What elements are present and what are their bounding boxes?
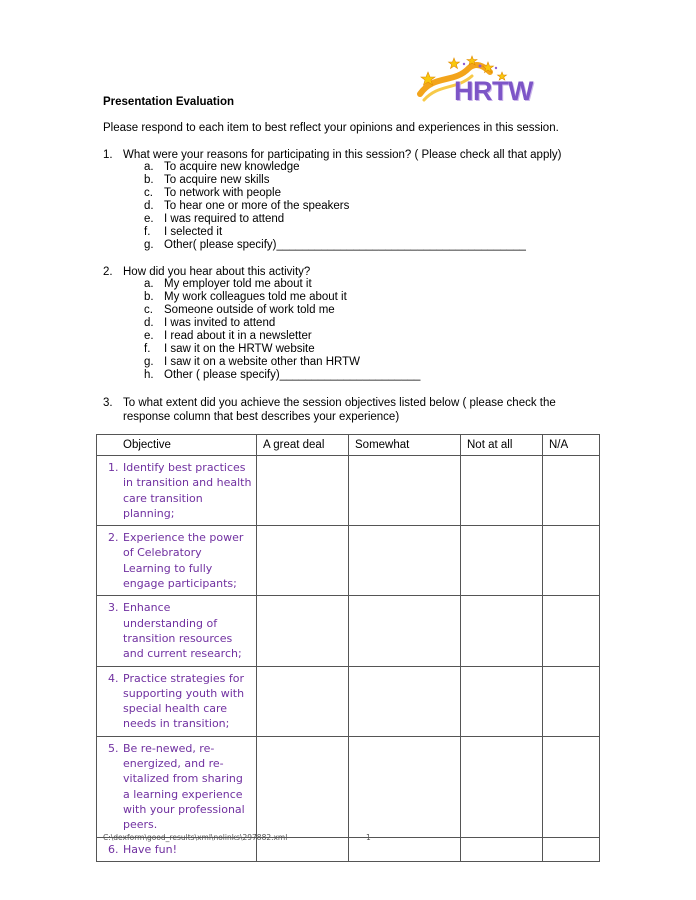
option-text: I saw it on a website other than HRTW [164, 356, 361, 368]
header-objective: Objective [97, 435, 257, 456]
header-somewhat: Somewhat [349, 435, 461, 456]
page-title: Presentation Evaluation [103, 96, 235, 108]
response-cell-na[interactable] [543, 666, 600, 736]
response-cell-somewhat[interactable] [349, 456, 461, 526]
option-text: To acquire new knowledge [164, 161, 300, 173]
logo-text: HRTW [454, 76, 533, 106]
option-letter: c. [144, 304, 153, 316]
header-not-at-all: Not at all [461, 435, 543, 456]
response-cell-a-great-deal[interactable] [257, 526, 349, 596]
option-letter: f. [144, 343, 151, 355]
page-number: 1 [366, 833, 371, 842]
question-text: How did you hear about this activity? [123, 266, 311, 278]
objective-number: 5. [108, 741, 119, 755]
option-text: Other ( please specify)______________________ [164, 369, 421, 381]
response-cell-somewhat[interactable] [349, 736, 461, 837]
header-na: N/A [543, 435, 600, 456]
option-letter: g. [144, 356, 154, 368]
table-row [97, 526, 600, 596]
response-cell-somewhat[interactable] [349, 666, 461, 736]
option-letter: c. [144, 187, 153, 199]
option-text: I read about it in a newsletter [164, 330, 312, 342]
intro-text: Please respond to each item to best reflect your opinions and experiences in this session. [103, 122, 559, 134]
option-letter: g. [144, 239, 154, 251]
response-cell-na[interactable] [543, 596, 600, 666]
response-cell-na[interactable] [543, 526, 600, 596]
objective-text: Enhance understanding of transition resources and current research; [123, 601, 242, 661]
option-text: I saw it on the HRTW website [164, 343, 315, 355]
question-number: 2. [103, 266, 113, 278]
table-row [97, 596, 600, 666]
objective-number: 3. [108, 601, 119, 615]
objective-number: 4. [108, 671, 119, 685]
option-text: Someone outside of work told me [164, 304, 335, 316]
option-letter: d. [144, 317, 154, 329]
objective-cell [97, 526, 256, 595]
option-text: To network with people [164, 187, 281, 199]
option-text: Other( please specify)_______________________________________ [164, 239, 526, 251]
option-letter: b. [144, 174, 154, 186]
question-number: 3. [103, 397, 113, 409]
response-cell-na[interactable] [543, 837, 600, 861]
table-row [97, 666, 600, 736]
question-number: 1. [103, 149, 113, 161]
table-row [97, 456, 600, 526]
option-letter: e. [144, 213, 154, 225]
hrtw-logo [414, 54, 533, 110]
objective-text: Practice strategies for supporting youth with special health care needs in transition; [123, 671, 245, 731]
objective-cell [97, 596, 256, 665]
option-text: I selected it [164, 226, 223, 238]
response-cell-a-great-deal[interactable] [257, 666, 349, 736]
response-cell-not-at-all[interactable] [461, 666, 543, 736]
objective-cell [97, 667, 256, 736]
question-text: To what extent did you achieve the session objectives listed below ( please check the response column that best describes your experience) [123, 397, 556, 423]
option-text: I was required to attend [164, 213, 285, 225]
objective-cell [97, 737, 256, 837]
option-text: To hear one or more of the speakers [164, 200, 350, 212]
option-text: To acquire new skills [164, 174, 270, 186]
option-letter: d. [144, 200, 154, 212]
objective-cell [97, 456, 256, 525]
response-cell-somewhat[interactable] [349, 596, 461, 666]
objectives-table [96, 434, 600, 862]
response-cell-not-at-all[interactable] [461, 736, 543, 837]
footer-file-path: C:\dexform\good_results\xml\nolinks\297882.xml [103, 833, 288, 842]
response-cell-not-at-all[interactable] [461, 456, 543, 526]
option-letter: a. [144, 161, 154, 173]
response-cell-not-at-all[interactable] [461, 526, 543, 596]
question-text: What were your reasons for participating in this session? ( Please check all that apply) [123, 149, 562, 161]
objective-text: Identify best practices in transition and health care transition planning; [123, 461, 252, 520]
option-text: My work colleagues told me about it [164, 291, 347, 303]
table-row [97, 736, 600, 837]
option-letter: h. [144, 369, 154, 381]
header-a-great-deal: A great deal [257, 435, 349, 456]
option-letter: b. [144, 291, 154, 303]
objective-text: Be re-newed, re-energized, and re-vitalized from sharing a learning experience with your professional peers. [123, 741, 245, 832]
response-cell-somewhat[interactable] [349, 526, 461, 596]
table-header-row [97, 435, 600, 456]
objective-number: 2. [108, 531, 119, 545]
response-cell-a-great-deal[interactable] [257, 736, 349, 837]
response-cell-a-great-deal[interactable] [257, 596, 349, 666]
option-letter: f. [144, 226, 151, 238]
option-letter: a. [144, 278, 154, 290]
response-cell-not-at-all[interactable] [461, 596, 543, 666]
objective-text: Experience the power of Celebratory Learning to fully engage participants; [123, 531, 244, 591]
objective-number: 1. [108, 461, 119, 474]
response-cell-na[interactable] [543, 736, 600, 837]
response-cell-na[interactable] [543, 456, 600, 526]
response-cell-not-at-all[interactable] [461, 837, 543, 861]
option-text: I was invited to attend [164, 317, 276, 329]
objective-number: 6. [108, 842, 119, 856]
option-text: My employer told me about it [164, 278, 312, 290]
objective-text: Have fun! [123, 842, 178, 856]
response-cell-a-great-deal[interactable] [257, 456, 349, 526]
option-letter: e. [144, 330, 154, 342]
